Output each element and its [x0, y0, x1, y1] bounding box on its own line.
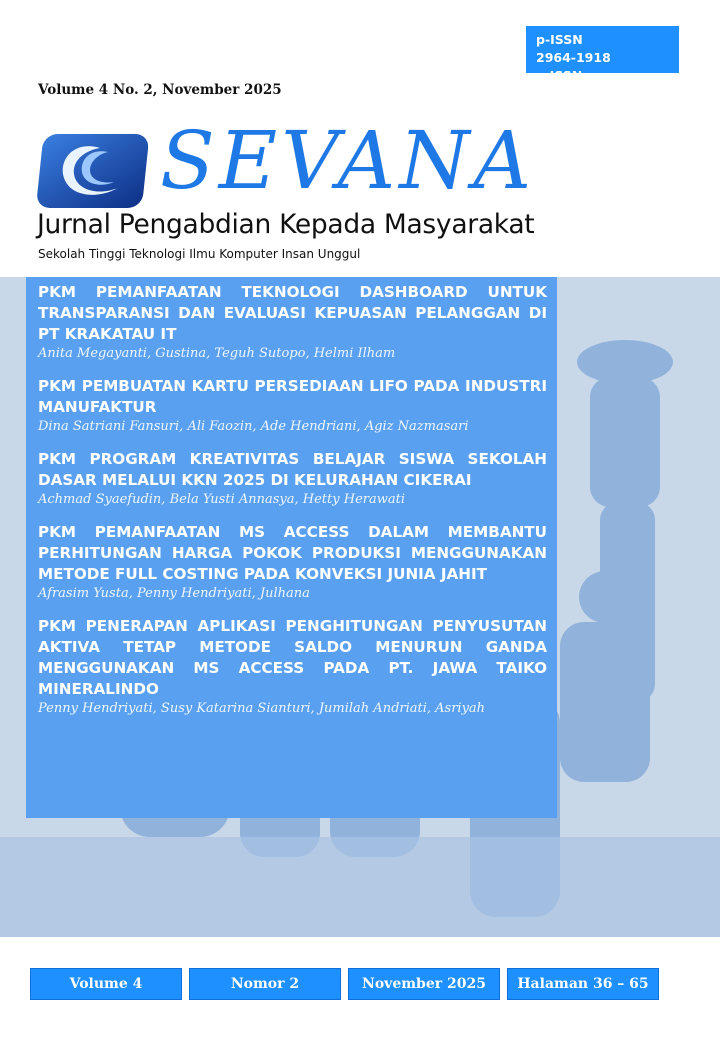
footer-number: Nomor 2: [189, 968, 341, 1000]
issn-online-value: 2964-237X: [536, 86, 612, 101]
issn-print-value: 2964-1918: [536, 50, 611, 65]
footer-volume: Volume 4: [30, 968, 182, 1000]
article-list: [26, 277, 557, 818]
issue-line: Volume 4 No. 2, November 2025: [38, 82, 282, 98]
journal-name: SEVANA: [160, 114, 536, 207]
article-item: [38, 282, 547, 362]
article-item: [38, 376, 547, 435]
article-authors: Achmad Syaefudin, Bela Yusti Annasya, Hetty Herawati: [38, 492, 405, 507]
article-item: [38, 616, 547, 717]
issn-box: [526, 26, 679, 101]
footer-pages: Halaman 36 – 65: [507, 968, 659, 1000]
article-authors: Afrasim Yusta, Penny Hendriyati, Julhana: [38, 586, 310, 601]
article-authors: Anita Megayanti, Gustina, Teguh Sutopo, Helmi Ilham: [38, 346, 396, 361]
article-title: PKM PROGRAM KREATIVITAS BELAJAR SISWA SEKOLAH DASAR MELALUI KKN 2025 DI KELURAHAN CIKERAI: [38, 450, 547, 489]
journal-subtitle: Jurnal Pengabdian Kepada Masyarakat: [37, 209, 535, 240]
article-title: PKM PEMANFAATAN TEKNOLOGI DASHBOARD UNTUK TRANSPARANSI DAN EVALUASI KEPUASAN PELANGGAN DI PT KRAKATAU IT: [38, 283, 547, 343]
article-title: PKM PENERAPAN APLIKASI PENGHITUNGAN PENYUSUTAN AKTIVA TETAP METODE SALDO MENURUN GANDA MENGGUNAKAN MS ACCESS PADA PT. JAWA TAIKO MINERALINDO: [38, 617, 547, 698]
institution-name: Sekolah Tinggi Teknologi Ilmu Komputer Insan Unggul: [38, 247, 361, 261]
issn-print-row: [536, 31, 669, 67]
article-item: [38, 449, 547, 508]
article-item: [38, 522, 547, 602]
article-title: PKM PEMANFAATAN MS ACCESS DALAM MEMBANTU PERHITUNGAN HARGA POKOK PRODUKSI MENGGUNAKAN METODE FULL COSTING PADA KONVEKSI JUNIA JAHIT: [38, 523, 547, 583]
article-authors: Dina Satriani Fansuri, Ali Faozin, Ade Hendriani, Agiz Nazmasari: [38, 419, 469, 434]
article-authors: Penny Hendriyati, Susy Katarina Sianturi, Jumilah Andriati, Asriyah: [38, 701, 486, 716]
journal-logo-icon: [34, 130, 148, 212]
footer-date: November 2025: [348, 968, 500, 1000]
article-title: PKM PEMBUATAN KARTU PERSEDIAAN LIFO PADA INDUSTRI MANUFAKTUR: [38, 377, 547, 416]
issn-print-label: p-ISSN: [536, 32, 583, 47]
issn-online-label: e-ISSN: [536, 68, 583, 83]
issn-online-row: [536, 67, 669, 103]
